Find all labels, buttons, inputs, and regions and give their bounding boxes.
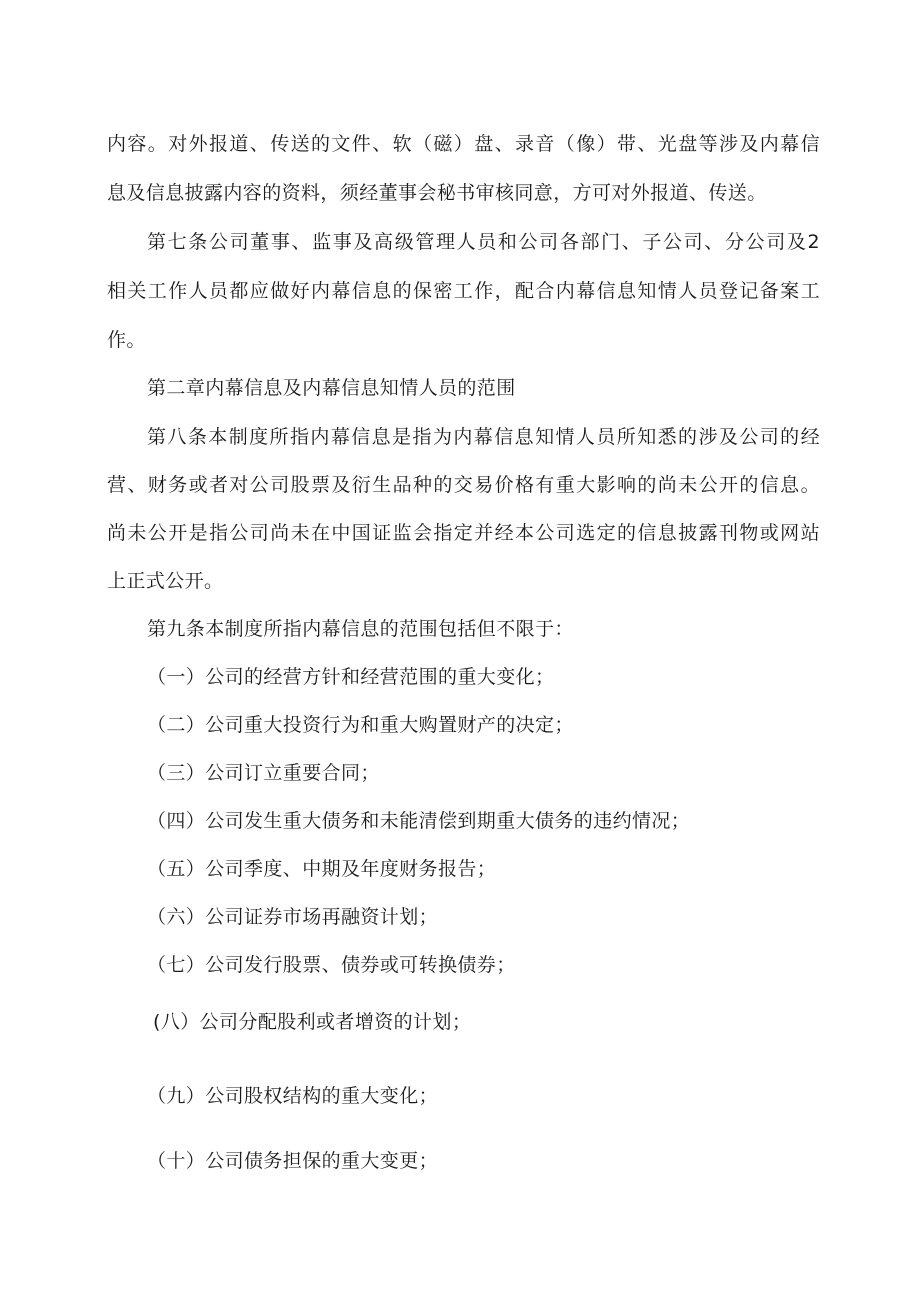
list-item: （五）公司季度、中期及年度财务报告； — [147, 858, 497, 880]
list-item: （三）公司订立重要合同； — [147, 762, 380, 784]
paragraph-line: 作。 — [107, 329, 146, 351]
paragraph-line: 第八条本制度所指内幕信息是指为内幕信息知情人员所知悉的涉及公司的经 — [147, 426, 820, 448]
paragraph-line: 尚未公开是指公司尚未在中国证监会指定并经本公司选定的信息披露刊物或网站 — [107, 522, 820, 544]
paragraph-line: 第七条公司董事、监事及高级管理人员和公司各部门、子公司、分公司及2 — [147, 231, 820, 253]
list-item: （七）公司发行股票、债券或可转换债券； — [147, 954, 516, 976]
paragraph-line: 息及信息披露内容的资料，须经董事会秘书审核同意，方可对外报道、传送。 — [107, 182, 767, 204]
list-item: （四）公司发生重大债务和未能清偿到期重大债务的违约情况； — [147, 810, 691, 832]
paragraph-line: 第九条本制度所指内幕信息的范围包括但不限于： — [147, 618, 574, 640]
chapter-heading: 第二章内幕信息及内幕信息知情人员的范围 — [147, 377, 516, 399]
list-item: （六）公司证券市场再融资计划； — [147, 906, 439, 928]
list-item: （二）公司重大投资行为和重大购置财产的决定； — [147, 714, 574, 736]
paragraph-line: 内容。对外报道、传送的文件、软（磁）盘、录音（像）带、光盘等涉及内幕信 — [107, 133, 820, 155]
paragraph-line: 营、财务或者对公司股票及衍生品种的交易价格有重大影响的尚未公开的信息。 — [107, 474, 820, 496]
paragraph-line: 相关工作人员都应做好内幕信息的保密工作，配合内幕信息知情人员登记备案工 — [107, 280, 820, 302]
paragraph-line: 上正式公开。 — [107, 570, 224, 592]
list-item: （十）公司债务担保的重大变更； — [147, 1150, 439, 1172]
list-item: （九）公司股权结构的重大变化； — [147, 1085, 439, 1107]
list-item: （一）公司的经营方针和经营范围的重大变化； — [147, 666, 555, 688]
list-item: (八）公司分配股利或者增资的计划； — [153, 1011, 472, 1033]
